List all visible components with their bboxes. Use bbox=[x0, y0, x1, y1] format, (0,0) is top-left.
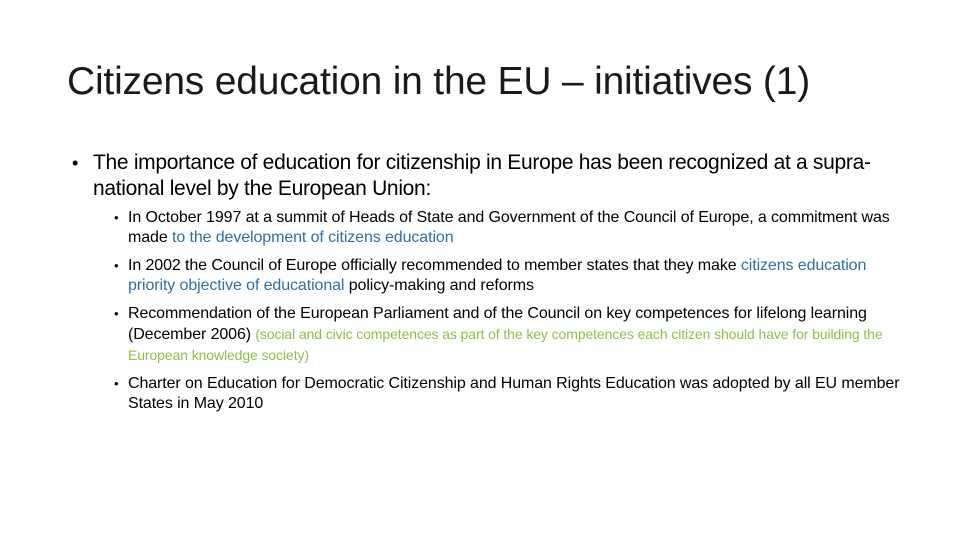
bullet-icon: • bbox=[114, 258, 119, 273]
sub-bullet-item bbox=[114, 208, 912, 248]
sub-bullet-highlight: to the development of citizens education bbox=[171, 229, 454, 246]
bullet-icon: • bbox=[114, 306, 119, 321]
slide-content bbox=[72, 150, 912, 422]
bullet-icon: • bbox=[114, 376, 119, 391]
bullet-icon: • bbox=[72, 153, 79, 173]
sub-bullet-item bbox=[114, 256, 912, 296]
sub-bullet-text: In October 1997 at a summit of Heads of State and Government of the Council of Europe, a commitment was made bbox=[128, 209, 890, 246]
sub-bullet-highlight: citizens education priority objective of educational bbox=[128, 257, 867, 294]
sub-bullet-item bbox=[114, 374, 912, 414]
sub-bullet-text: Recommendation of the European Parliament and of the Council on key competences for lifelong learning (December 2006) bbox=[128, 305, 867, 343]
main-bullet-text: The importance of education for citizenship in Europe has been recognized at a supra-national level by the European Union: bbox=[93, 151, 871, 200]
slide-title: Citizens education in the EU – initiatives (1) bbox=[67, 60, 810, 103]
sub-bullet-list bbox=[72, 208, 912, 414]
sub-bullet-tail: policy-making and reforms bbox=[344, 277, 534, 294]
bullet-icon: • bbox=[114, 210, 119, 225]
sub-bullet-item bbox=[114, 304, 912, 366]
sub-bullet-text: In 2002 the Council of Europe officially recommended to member states that they make bbox=[128, 257, 741, 274]
sub-bullet-text: Charter on Education for Democratic Citizenship and Human Rights Education was adopted by all EU member States in May 2010 bbox=[128, 375, 900, 412]
sub-bullet-highlight: (social and civic competences as part of the key competences each citizen should have for building the European knowledge society) bbox=[128, 326, 883, 363]
main-bullet-item bbox=[72, 150, 912, 202]
